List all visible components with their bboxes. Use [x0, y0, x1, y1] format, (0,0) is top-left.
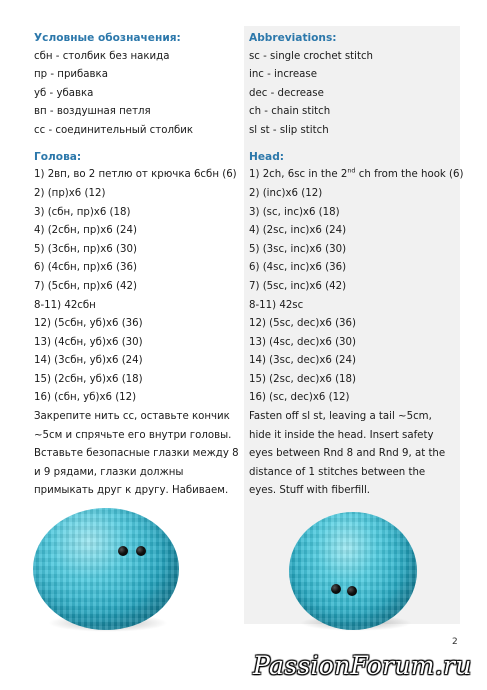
- pattern-row-ru: 5) (3сбн, пр)х6 (30): [34, 243, 137, 255]
- safety-eye-icon: [347, 586, 357, 596]
- finishing-line-ru: и 9 рядами, глазки должны: [34, 466, 184, 478]
- pattern-row-ru: 8-11) 42сбн: [34, 299, 96, 311]
- finishing-line-en: hide it inside the head. Insert safety: [249, 429, 434, 441]
- abbreviation-en: inc - increase: [249, 69, 317, 81]
- pattern-row-ru: 14) (3сбн, уб)х6 (24): [34, 355, 143, 367]
- ordinal-suffix: nd: [347, 166, 356, 175]
- abbreviation-ru: пр - прибавка: [34, 69, 108, 81]
- pattern-row-en: 12) (5sc, dec)x6 (36): [249, 318, 356, 330]
- head-heading-en: Head:: [249, 150, 285, 163]
- pattern-row-ru: 13) (4сбн, уб)х6 (30): [34, 336, 143, 348]
- abbreviation-ru: сбн - столбик без накида: [34, 50, 170, 62]
- abbreviation-ru: уб - убавка: [34, 87, 94, 99]
- watermark: PassionForum.ru: [253, 651, 472, 680]
- page-number: 2: [452, 637, 458, 647]
- abbreviation-ru: сс - соединительный столбик: [34, 124, 194, 136]
- pattern-row-en: 7) (5sc, inc)x6 (42): [249, 280, 347, 292]
- pattern-row-ru: 16) (сбн, уб)х6 (12): [34, 392, 137, 404]
- pattern-row-ru: 7) (5сбн, пр)х6 (42): [34, 280, 137, 292]
- abbreviation-ru: вп - воздушная петля: [34, 106, 151, 118]
- pattern-row-en: 2) (inc)x6 (12): [249, 187, 323, 199]
- pattern-row-en: 8-11) 42sc: [249, 299, 304, 311]
- finishing-line-ru: примыкать друг к другу. Набиваем.: [34, 485, 229, 497]
- finishing-line-en: distance of 1 stitches between the: [249, 466, 426, 478]
- english-column: [249, 29, 464, 501]
- abbreviation-en: sl st - slip stitch: [249, 124, 329, 136]
- head-heading-ru: Голова:: [34, 150, 82, 163]
- abbreviation-en: dec - decrease: [249, 87, 324, 99]
- pattern-row-ru: 3) (сбн, пр)х6 (18): [34, 206, 131, 218]
- finishing-line-en: eyes between Rnd 8 and Rnd 9, at the: [249, 448, 446, 460]
- pattern-row-ru: 2) (пр)х6 (12): [34, 187, 106, 199]
- abbreviations-heading-ru: Условные обозначения:: [34, 32, 181, 44]
- crochet-head-photo-left: [33, 508, 179, 630]
- pattern-row-ru: 12) (5сбн, уб)х6 (36): [34, 318, 143, 330]
- abbreviation-en: sc - single crochet stitch: [249, 50, 374, 62]
- pattern-row-en: 5) (3sc, inc)x6 (30): [249, 243, 347, 255]
- pattern-row-ru: 1) 2вп, во 2 петлю от крючка 6сбн (6): [34, 169, 237, 181]
- pattern-row-en: 13) (4sc, dec)x6 (30): [249, 336, 356, 348]
- finishing-line-en: Fasten off sl st, leaving a tail ~5cm,: [249, 411, 432, 423]
- pattern-row-en: 15) (2sc, dec)x6 (18): [249, 373, 356, 385]
- pattern-row-en: 3) (sc, inc)x6 (18): [249, 206, 340, 218]
- crochet-head-photo-right: [289, 512, 417, 630]
- pattern-row-en: 4) (2sc, inc)x6 (24): [249, 225, 347, 237]
- pattern-row-en: 16) (sc, dec)x6 (12): [249, 392, 350, 404]
- finishing-line-en: eyes. Stuff with fiberfill.: [249, 485, 371, 497]
- pattern-row-ru: 15) (2сбн, уб)х6 (18): [34, 373, 143, 385]
- abbreviation-en: ch - chain stitch: [249, 106, 331, 118]
- pattern-row-ru: 6) (4сбн, пр)х6 (36): [34, 262, 137, 274]
- russian-column: [34, 29, 240, 501]
- pattern-row-en: [249, 166, 464, 185]
- pattern-row-en: 6) (4sc, inc)x6 (36): [249, 262, 347, 274]
- pattern-row-en: 14) (3sc, dec)x6 (24): [249, 355, 356, 367]
- safety-eye-icon: [331, 584, 341, 594]
- row1-text-end: ch from the hook (6): [355, 169, 464, 181]
- pattern-row-ru: 4) (2сбн, пр)х6 (24): [34, 225, 137, 237]
- finishing-line-ru: Закрепите нить сс, оставьте кончик: [34, 411, 230, 423]
- finishing-line-ru: ~5см и спрячьте его внутри головы.: [34, 429, 232, 441]
- row1-text: 1) 2ch, 6sc in the 2: [249, 169, 348, 181]
- safety-eye-icon: [118, 546, 128, 556]
- safety-eye-icon: [136, 546, 146, 556]
- abbreviations-heading-en: Abbreviations:: [249, 32, 337, 44]
- finishing-line-ru: Вставьте безопасные глазки между 8: [34, 448, 239, 460]
